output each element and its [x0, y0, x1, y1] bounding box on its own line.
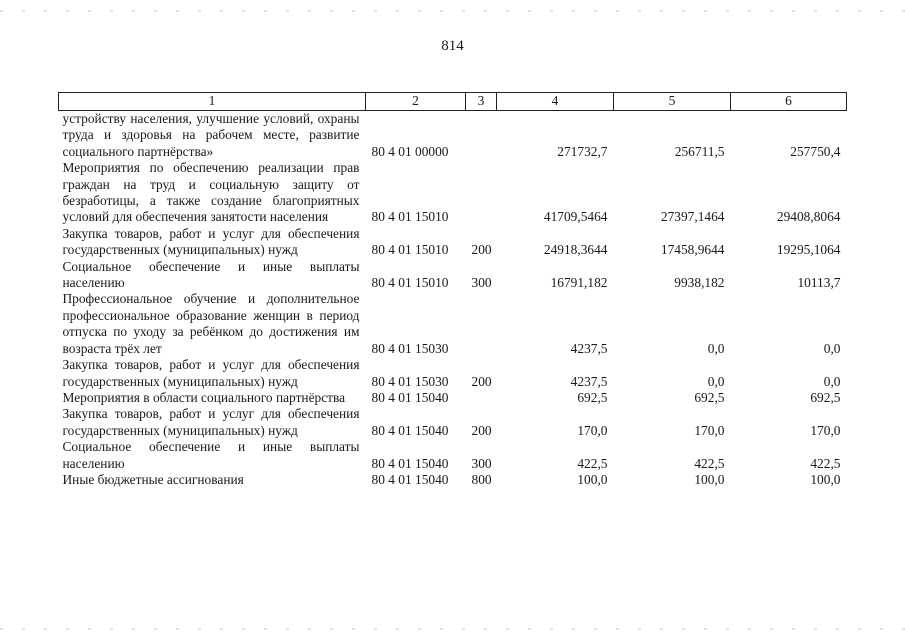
row-code: 80 4 01 00000 — [371, 143, 449, 159]
row-value-col6: 170,0 — [810, 422, 841, 438]
row-description: Социальное обеспечение и иные выплаты населению — [62, 258, 360, 291]
scan-noise-bottom — [0, 628, 905, 630]
row-description: Закупка товаров, работ и услуг для обеспечения государственных (муниципальных) нужд — [62, 357, 360, 389]
row-value-col5: 0,0 — [707, 340, 725, 356]
column-header: 6 — [731, 93, 847, 111]
row-expense-type — [466, 160, 497, 226]
scan-noise-top — [0, 10, 905, 12]
row-value-col4: 271732,7 — [557, 143, 608, 159]
row-code: 80 4 01 15040 — [371, 389, 449, 405]
row-value-col5: 256711,5 — [674, 143, 725, 159]
row-expense-type: 800 — [471, 471, 492, 487]
row-expense-type — [466, 291, 497, 357]
row-value-col4: 100,0 — [577, 471, 608, 487]
table-row — [59, 160, 847, 226]
row-value-col6: 422,5 — [810, 455, 841, 471]
row-value-col4: 4237,5 — [570, 340, 608, 356]
budget-table — [58, 92, 847, 488]
row-value-col6: 257750,4 — [790, 143, 841, 159]
row-value-col5: 27397,1464 — [660, 209, 725, 225]
column-header: 5 — [614, 93, 731, 111]
row-expense-type — [466, 111, 497, 161]
row-value-col6: 0,0 — [823, 373, 841, 389]
table-row — [59, 226, 847, 259]
table-row — [59, 406, 847, 439]
row-value-col5: 692,5 — [694, 389, 725, 405]
row-value-col6: 0,0 — [823, 340, 841, 356]
row-code: 80 4 01 15040 — [371, 471, 449, 487]
row-description: Профессиональное обучение и дополнительное профессиональное образование женщин в период отпуска по уходу за ребёнком до достижения им возраста трёх лет — [62, 291, 360, 356]
row-value-col4: 24918,3644 — [543, 242, 608, 258]
row-value-col5: 170,0 — [694, 422, 725, 438]
row-value-col6: 10113,7 — [797, 275, 841, 291]
table-row — [59, 357, 847, 390]
table-row — [59, 111, 847, 161]
row-value-col5: 17458,9644 — [660, 242, 725, 258]
row-expense-type: 300 — [471, 275, 492, 291]
table-row — [59, 390, 847, 406]
row-value-col6: 692,5 — [810, 389, 841, 405]
row-value-col5: 422,5 — [694, 455, 725, 471]
row-description: Социальное обеспечение и иные выплаты населению — [62, 439, 360, 471]
row-value-col4: 170,0 — [577, 422, 608, 438]
row-value-col5: 100,0 — [694, 471, 725, 487]
row-expense-type: 200 — [471, 422, 492, 438]
column-header: 4 — [497, 93, 614, 111]
row-code: 80 4 01 15040 — [371, 455, 449, 471]
row-code: 80 4 01 15030 — [371, 373, 449, 389]
row-value-col5: 0,0 — [707, 373, 725, 389]
row-value-col4: 422,5 — [577, 455, 608, 471]
row-code: 80 4 01 15040 — [371, 422, 449, 438]
row-code: 80 4 01 15010 — [371, 242, 449, 258]
table-row — [59, 259, 847, 292]
row-code: 80 4 01 15010 — [371, 275, 449, 291]
row-value-col4: 4237,5 — [570, 373, 608, 389]
row-value-col4: 16791,182 — [550, 275, 608, 291]
row-value-col6: 100,0 — [810, 471, 841, 487]
row-code: 80 4 01 15010 — [371, 209, 449, 225]
row-expense-type: 200 — [471, 373, 492, 389]
row-value-col6: 19295,1064 — [776, 242, 841, 258]
row-description: Мероприятия в области социального партнёрства — [62, 389, 346, 405]
row-description: Закупка товаров, работ и услуг для обеспечения государственных (муниципальных) нужд — [62, 406, 360, 438]
row-value-col4: 692,5 — [577, 389, 608, 405]
table-row — [59, 472, 847, 488]
row-code: 80 4 01 15030 — [371, 340, 449, 356]
row-expense-type: 300 — [471, 455, 492, 471]
row-value-col5: 9938,182 — [674, 275, 725, 291]
table-row — [59, 291, 847, 357]
row-description: Иные бюджетные ассигнования — [62, 471, 244, 487]
column-header: 2 — [366, 93, 466, 111]
table-header-row — [59, 93, 847, 111]
row-expense-type: 200 — [471, 242, 492, 258]
row-description: Мероприятия по обеспечению реализации прав граждан на труд и социальную защиту от безработицы, а также создание благоприятных условий для обеспечения занятости населения — [62, 160, 360, 225]
row-expense-type — [466, 390, 497, 406]
row-description: устройству населения, улучшение условий, охраны труда и здоровья на рабочем месте, развитие социального партнёрства» — [62, 111, 360, 159]
page-number: 814 — [441, 38, 464, 54]
column-header: 3 — [466, 93, 497, 111]
table-row — [59, 439, 847, 472]
row-description: Закупка товаров, работ и услуг для обеспечения государственных (муниципальных) нужд — [62, 225, 360, 258]
column-header: 1 — [59, 93, 366, 111]
row-value-col4: 41709,5464 — [543, 209, 608, 225]
row-value-col6: 29408,8064 — [776, 209, 841, 225]
